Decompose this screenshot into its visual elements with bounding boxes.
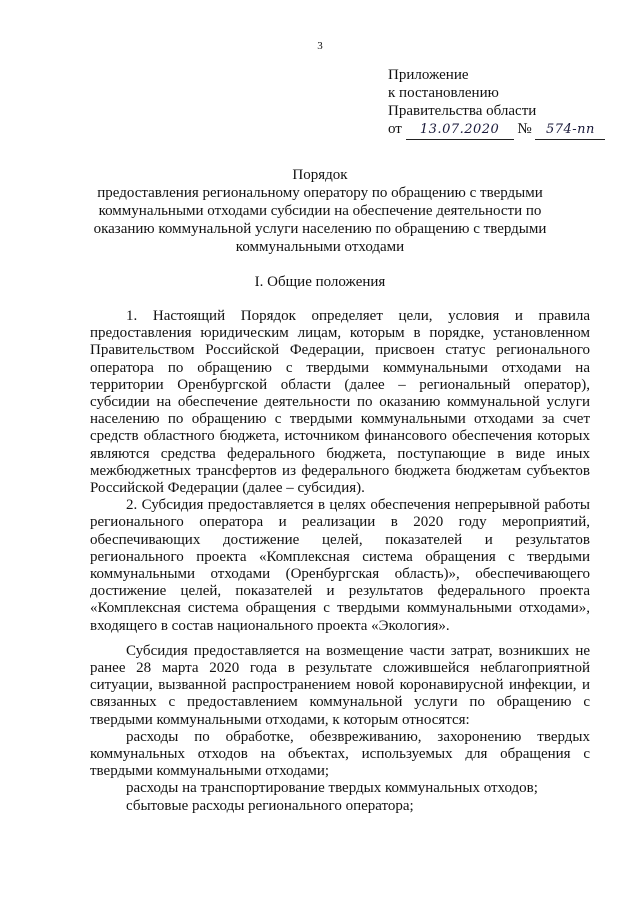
- document-subtitle: предоставления региональному оператору по обращению с твердыми коммунальными отходами субсидии на обеспечение деятельности по оказанию коммунальной услуги населению по обращению с твердыми коммунальными отходами: [93, 185, 547, 255]
- paragraph-1: 1. Настоящий Порядок определяет цели, условия и правила предоставления юридическим лицам, которым в порядке, установленном Правительством Российской Федерации, присвоен статус регионального оператора по обращению с твердыми коммунальными отходами на территории Оренбургской области (далее – региональный оператор), субсидии на обеспечение деятельности по оказанию коммунальной услуги населению по обращению с твердыми коммунальными отходами за счет средств областного бюджета, источником финансового обеспечения которых являются средства федерального бюджета, поступающие в виде иных межбюджетных трансфертов из федерального бюджета бюджетам субъектов Российской Федерации (далее – субсидия).: [90, 308, 590, 497]
- handwritten-number: 574-пп: [545, 122, 595, 137]
- handwritten-date: 13.07.2020: [419, 122, 500, 137]
- appendix-line-1: Приложение: [388, 67, 469, 83]
- document-title: Порядок: [292, 167, 348, 183]
- appendix-block: [388, 66, 605, 140]
- paragraph-5: расходы на транспортирование твердых коммунальных отходов;: [126, 780, 538, 797]
- appendix-line-3: Правительства области: [388, 103, 537, 119]
- paragraph-6: сбытовые расходы регионального оператора;: [126, 797, 414, 814]
- paragraph-3: Субсидия предоставляется на возмещение части затрат, возникших не ранее 28 марта 2020 года в результате сложившейся неблагоприятной ситуации, вызванной распространением новой коронавирусной инфекции, и связанных с предоставлением коммунальной услуги по обращению с твердыми коммунальными отходами, к которым относятся:: [90, 642, 590, 728]
- page-number: 3: [317, 40, 323, 52]
- date-field: [406, 120, 514, 140]
- paragraph-4: расходы по обработке, обезвреживанию, захоронению твердых коммунальных отходов на объектах, используемых для обращения с твердыми коммунальными отходами;: [90, 728, 590, 780]
- document-title-block: [80, 166, 560, 256]
- from-label: от: [388, 121, 402, 137]
- number-field: [535, 120, 605, 140]
- body-text: [90, 308, 590, 815]
- appendix-line-2: к постановлению: [388, 85, 499, 101]
- number-label: №: [517, 121, 532, 137]
- appendix-date-line: [388, 120, 605, 140]
- paragraph-2: 2. Субсидия предоставляется в целях обеспечения непрерывной работы регионального оператора и реализации в 2020 году мероприятий, обеспечивающих достижение целей, показателей и результатов регионального проекта «Комплексная система обращения с твердыми коммунальными отходами (Оренбургская область)», обеспечивающего достижение целей, показателей и результатов федерального проекта «Комплексная система обращения с твердыми коммунальными отходами», входящего в состав национального проекта «Экология».: [90, 497, 590, 634]
- section-heading: I. Общие положения: [254, 274, 386, 290]
